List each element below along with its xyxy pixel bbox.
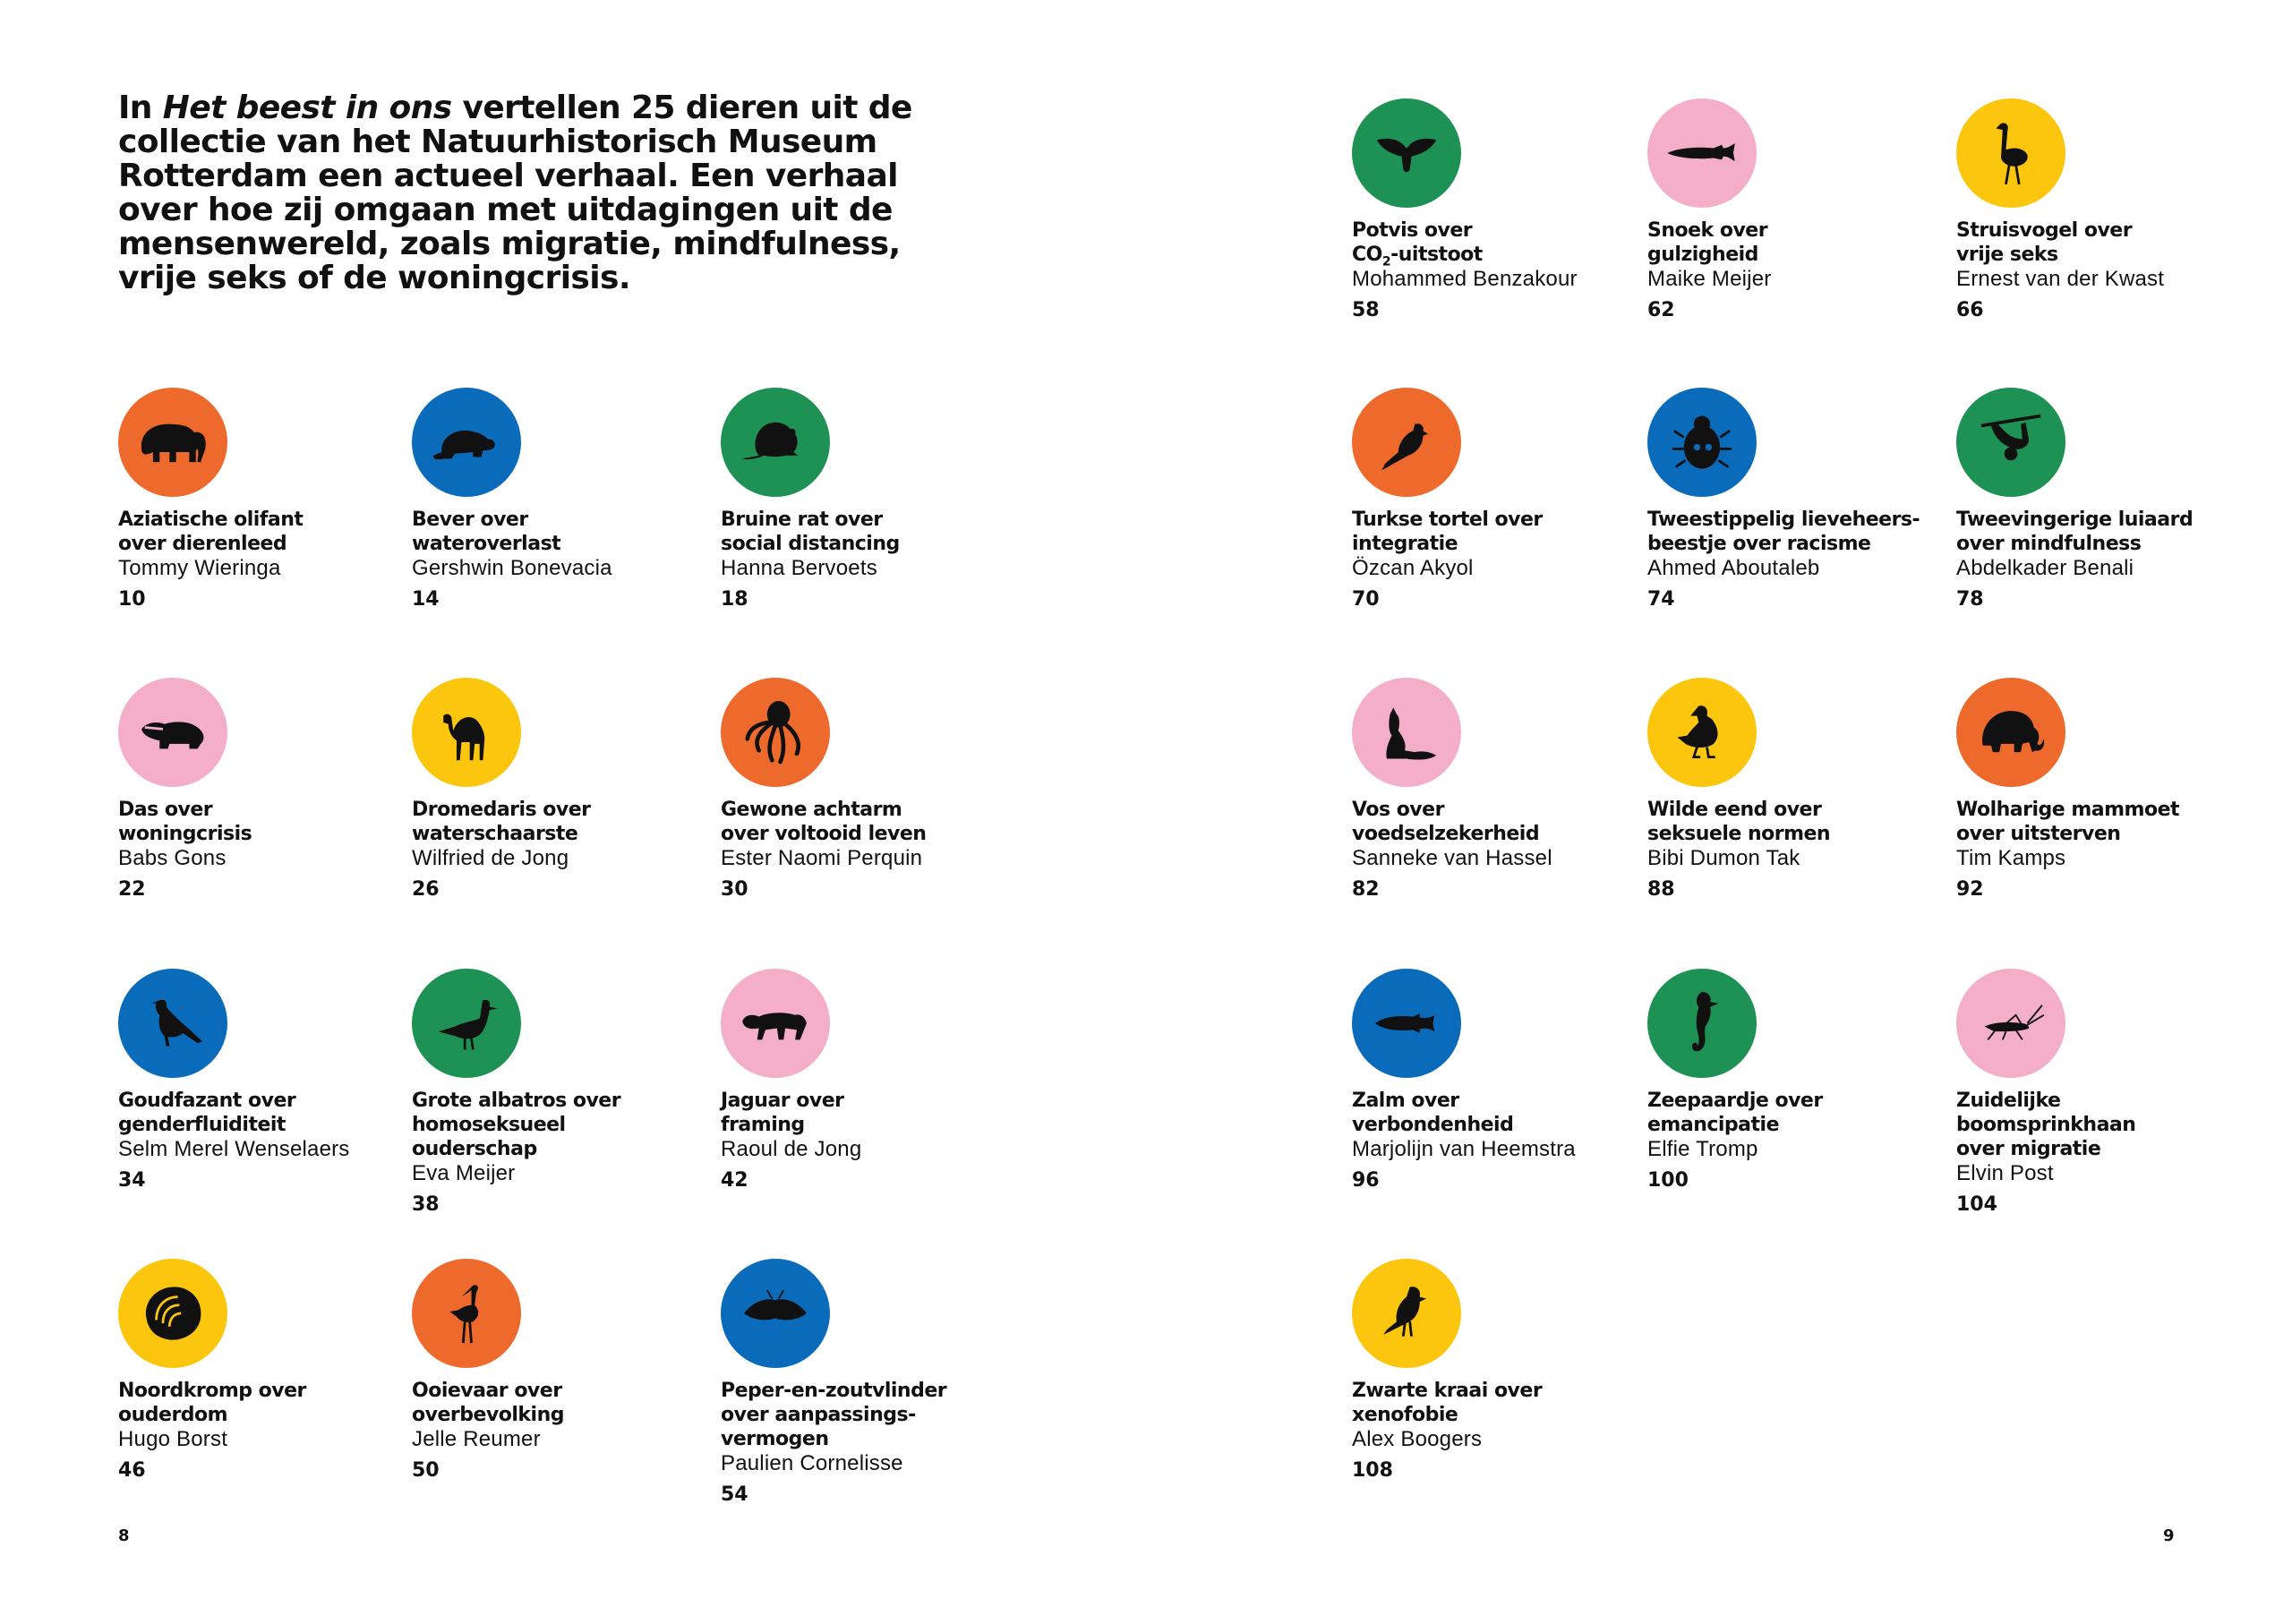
entry-title: Turkse tortel over integratie bbox=[1352, 509, 1543, 555]
salmon-icon bbox=[1352, 969, 1461, 1078]
entry-page-number: 88 bbox=[1647, 878, 1675, 901]
entry-tree-cricket bbox=[1956, 969, 2252, 1217]
entry-title: Bruine rat over social distancing bbox=[721, 509, 900, 555]
entry-title: Zalm over verbondenheid bbox=[1352, 1090, 1514, 1136]
entry-author: Selm Merel Wenselaers bbox=[118, 1137, 350, 1161]
entry-author: Paulien Cornelisse bbox=[721, 1451, 903, 1475]
entry-camel bbox=[412, 678, 707, 902]
entry-beaver bbox=[412, 388, 707, 611]
entry-elephant bbox=[118, 388, 414, 611]
entry-title-main: Potvis over CO bbox=[1352, 219, 1473, 266]
entry-page-number: 92 bbox=[1956, 878, 1984, 901]
entry-author: Gershwin Bonevacia bbox=[412, 556, 612, 580]
beaver-icon bbox=[412, 388, 521, 497]
entry-page-number: 74 bbox=[1647, 588, 1675, 611]
entry-fox bbox=[1352, 678, 1647, 902]
entry-carrion-crow bbox=[1352, 1259, 1647, 1483]
grasshopper-icon bbox=[1956, 969, 2065, 1078]
entry-albatross bbox=[412, 969, 707, 1217]
entry-page-number: 26 bbox=[412, 878, 440, 901]
entry-author: Mohammed Benzakour bbox=[1352, 267, 1578, 291]
entry-title bbox=[1352, 218, 1647, 267]
entry-author: Wilfried de Jong bbox=[412, 846, 569, 870]
stork-icon bbox=[412, 1259, 521, 1368]
entry-title: Snoek over gulzigheid bbox=[1647, 219, 1768, 266]
entry-salmon bbox=[1352, 969, 1647, 1192]
entry-page-number: 34 bbox=[118, 1169, 146, 1192]
entry-octopus bbox=[721, 678, 1016, 902]
entry-rat bbox=[721, 388, 1016, 611]
intro-text-rest: vertellen 25 dieren uit de collectie van het Natuurhistorisch Museum Rotterdam een actueel verhaal. Een verhaal over hoe zij omgaan met uitdagingen uit de mensenwereld, zoals migratie, mindfulness, vrije seks of de woningcrisis. bbox=[118, 90, 912, 296]
entry-page-number: 18 bbox=[721, 588, 748, 611]
entry-pike bbox=[1647, 98, 1943, 322]
entry-title: Wilde eend over seksuele normen bbox=[1647, 799, 1831, 845]
entry-page-number: 82 bbox=[1352, 878, 1380, 901]
entry-title: Tweestippelig lieveheers- beestje over racisme bbox=[1647, 509, 1920, 555]
entry-sperm-whale bbox=[1352, 98, 1647, 322]
entry-author: Sanneke van Hassel bbox=[1352, 846, 1552, 870]
entry-title: Noordkromp over ouderdom bbox=[118, 1380, 306, 1426]
ostrich-icon bbox=[1956, 98, 2065, 208]
entry-page-number: 58 bbox=[1352, 299, 1380, 321]
entry-author: Jelle Reumer bbox=[412, 1427, 541, 1451]
pike-icon bbox=[1647, 98, 1757, 208]
entry-title: Gewone achtarm over voltooid leven bbox=[721, 799, 927, 845]
entry-author: Elvin Post bbox=[1956, 1161, 2054, 1185]
entry-page-number: 66 bbox=[1956, 299, 1984, 321]
clam-icon bbox=[118, 1259, 227, 1368]
entry-sloth bbox=[1956, 388, 2252, 611]
ladybug-icon bbox=[1647, 388, 1757, 497]
entry-author: Alex Boogers bbox=[1352, 1427, 1483, 1451]
fox-icon bbox=[1352, 678, 1461, 787]
entry-title: Zwarte kraai over xenofobie bbox=[1352, 1380, 1543, 1426]
entry-page-number: 62 bbox=[1647, 299, 1675, 321]
entry-title: Wolharige mammoet over uitsterven bbox=[1956, 799, 2180, 845]
entry-title: Tweevingerige luiaard over mindfulness bbox=[1956, 509, 2194, 555]
entry-page-number: 108 bbox=[1352, 1459, 1393, 1482]
entry-author: Raoul de Jong bbox=[721, 1137, 862, 1161]
book-title: Het beest in ons bbox=[162, 90, 452, 126]
entry-author: Ernest van der Kwast bbox=[1956, 267, 2165, 291]
entry-page-number: 100 bbox=[1647, 1169, 1689, 1192]
entry-author: Tim Kamps bbox=[1956, 846, 2066, 870]
entry-jaguar bbox=[721, 969, 1016, 1192]
seahorse-icon bbox=[1647, 969, 1757, 1078]
entry-author: Elfie Tromp bbox=[1647, 1137, 1758, 1161]
entry-title-end: -uitstoot bbox=[1390, 244, 1483, 266]
entry-title: Jaguar over framing bbox=[721, 1090, 844, 1136]
entry-title: Vos over voedselzekerheid bbox=[1352, 799, 1540, 845]
entry-author: Özcan Akyol bbox=[1352, 556, 1474, 580]
entry-author: Eva Meijer bbox=[412, 1161, 516, 1185]
moth-icon bbox=[721, 1259, 830, 1368]
entry-author: Maike Meijer bbox=[1647, 267, 1772, 291]
elephant-icon bbox=[118, 388, 227, 497]
entry-title: Struisvogel over vrije seks bbox=[1956, 219, 2133, 266]
duck-icon bbox=[1647, 678, 1757, 787]
entry-page-number: 14 bbox=[412, 588, 440, 611]
entry-mammoth bbox=[1956, 678, 2252, 902]
entry-page-number: 50 bbox=[412, 1459, 440, 1482]
entry-page-number: 46 bbox=[118, 1459, 146, 1482]
entry-page-number: 96 bbox=[1352, 1169, 1380, 1192]
entry-title: Dromedaris over waterschaarste bbox=[412, 799, 591, 845]
entry-badger bbox=[118, 678, 414, 902]
entry-seahorse bbox=[1647, 969, 1943, 1192]
entry-mallard bbox=[1647, 678, 1943, 902]
dove-icon bbox=[1352, 388, 1461, 497]
page-number-left: 8 bbox=[118, 1526, 130, 1545]
entry-pheasant bbox=[118, 969, 414, 1192]
entry-author: Abdelkader Benali bbox=[1956, 556, 2134, 580]
entry-title: Peper-en-zoutvlinder over aanpassings- vermogen bbox=[721, 1380, 947, 1450]
entry-title: Zeepaardje over emancipatie bbox=[1647, 1090, 1823, 1136]
camel-icon bbox=[412, 678, 521, 787]
entry-author: Marjolijn van Heemstra bbox=[1352, 1137, 1576, 1161]
crow-icon bbox=[1352, 1259, 1461, 1368]
entry-moth bbox=[721, 1259, 1016, 1507]
entry-page-number: 54 bbox=[721, 1483, 748, 1506]
mammoth-icon bbox=[1956, 678, 2065, 787]
entry-ostrich bbox=[1956, 98, 2252, 322]
jaguar-icon bbox=[721, 969, 830, 1078]
entry-title: Goudfazant over genderfluiditeit bbox=[118, 1090, 296, 1136]
whale-tail-icon bbox=[1352, 98, 1461, 208]
entry-author: Ahmed Aboutaleb bbox=[1647, 556, 1820, 580]
entry-stork bbox=[412, 1259, 707, 1483]
page-number-right: 9 bbox=[2163, 1526, 2175, 1545]
rat-icon bbox=[721, 388, 830, 497]
entry-clam bbox=[118, 1259, 414, 1483]
entry-title: Zuidelijke boomsprinkhaan over migratie bbox=[1956, 1090, 2136, 1160]
entry-ladybug bbox=[1647, 388, 1943, 611]
entry-page-number: 30 bbox=[721, 878, 748, 901]
entry-page-number: 10 bbox=[118, 588, 146, 611]
entry-title: Ooievaar over overbevolking bbox=[412, 1380, 564, 1426]
entry-page-number: 22 bbox=[118, 878, 146, 901]
entry-title-subscript: 2 bbox=[1381, 254, 1391, 269]
pheasant-icon bbox=[118, 969, 227, 1078]
entry-page-number: 104 bbox=[1956, 1193, 1997, 1216]
entry-author: Ester Naomi Perquin bbox=[721, 846, 923, 870]
octopus-icon bbox=[721, 678, 830, 787]
entry-collared-dove bbox=[1352, 388, 1647, 611]
badger-icon bbox=[118, 678, 227, 787]
entry-title: Aziatische olifant over dierenleed bbox=[118, 509, 304, 555]
entry-page-number: 70 bbox=[1352, 588, 1380, 611]
entry-author: Babs Gons bbox=[118, 846, 227, 870]
albatross-icon bbox=[412, 969, 521, 1078]
entry-page-number: 38 bbox=[412, 1193, 440, 1216]
entry-author: Tommy Wieringa bbox=[118, 556, 281, 580]
entry-author: Hugo Borst bbox=[118, 1427, 228, 1451]
entry-title: Das over woningcrisis bbox=[118, 799, 252, 845]
intro-text-start: In bbox=[118, 90, 163, 126]
entry-title: Bever over wateroverlast bbox=[412, 509, 561, 555]
entry-page-number: 78 bbox=[1956, 588, 1984, 611]
sloth-icon bbox=[1956, 388, 2065, 497]
entry-page-number: 42 bbox=[721, 1169, 748, 1192]
entry-author: Bibi Dumon Tak bbox=[1647, 846, 1800, 870]
intro-paragraph bbox=[118, 91, 978, 295]
entry-title: Grote albatros over homoseksueel ouderschap bbox=[412, 1090, 621, 1160]
entry-author: Hanna Bervoets bbox=[721, 556, 877, 580]
